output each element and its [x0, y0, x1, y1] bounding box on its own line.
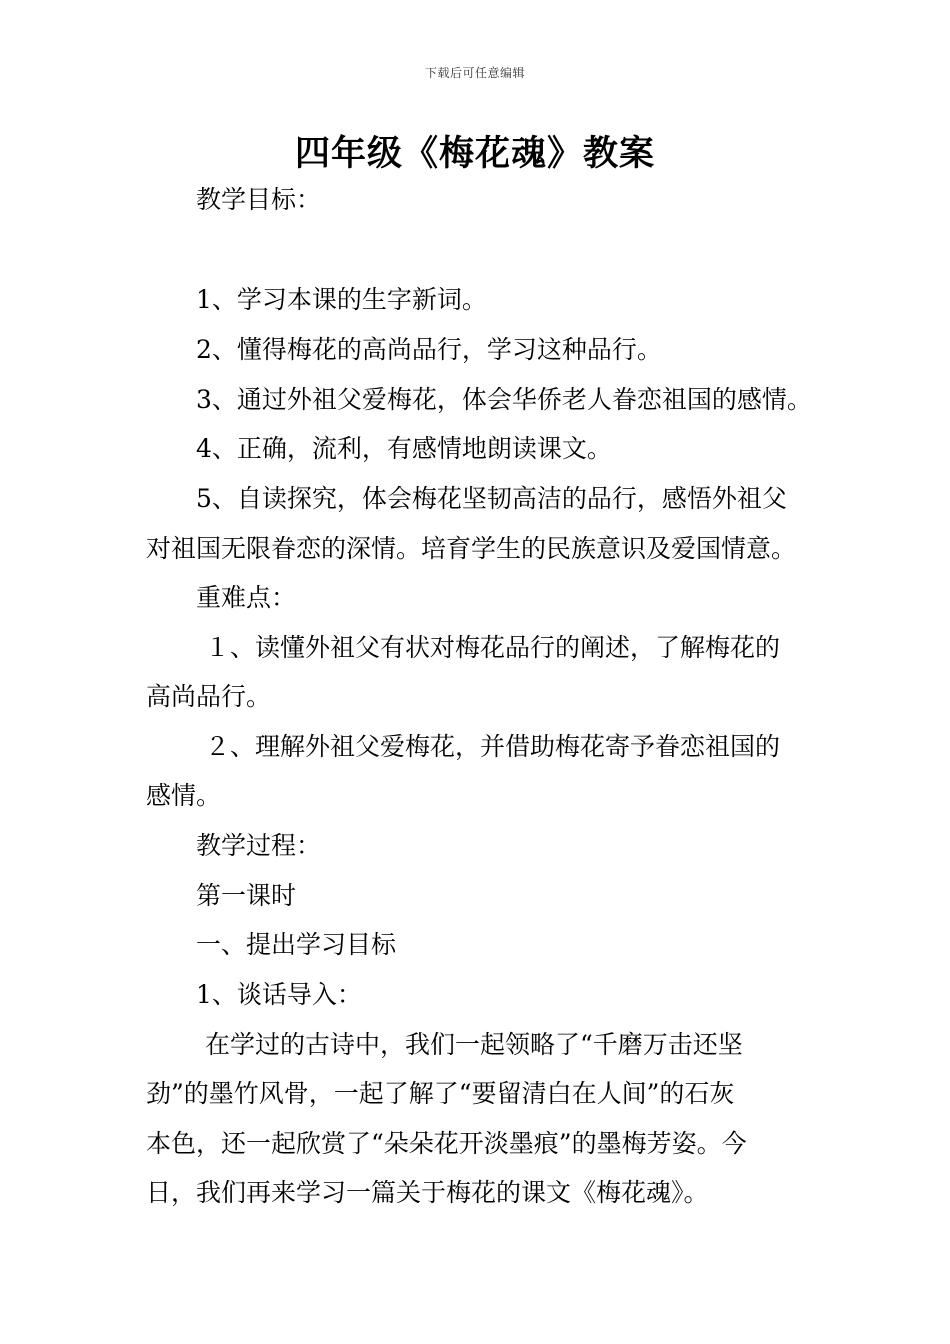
paragraph-line-4: 日，我们再来学习一篇关于梅花的课文《梅花魂》。 — [146, 1178, 709, 1207]
lesson-period-heading: 第一课时 — [196, 881, 297, 910]
objective-item-5-continued: 对祖国无限眷恋的深情。培育学生的民族意识及爱国情意。 — [146, 534, 797, 563]
key-point-item-1-continued: 高尚品行。 — [146, 682, 272, 711]
objective-item-2: 2、懂得梅花的高尚品行，学习这种品行。 — [196, 335, 662, 364]
key-point-item-2: ２、理解外祖父爱梅花，并借助梅花寄予眷恋祖国的 — [205, 732, 781, 761]
objective-item-5: 5、自读探究，体会梅花坚韧高洁的品行，感悟外祖父 — [196, 484, 787, 513]
objective-item-1: 1、学习本课的生字新词。 — [196, 285, 487, 314]
key-point-item-1: １、读懂外祖父有状对梅花品行的阐述，了解梅花的 — [205, 633, 781, 662]
paragraph-line-2: 劲”的墨竹风骨，一起了解了“要留清白在人间”的石灰 — [146, 1079, 735, 1108]
page-header-note: 下载后可任意编辑 — [424, 66, 525, 80]
paragraph-line-3: 本色，还一起欣赏了“朵朵花开淡墨痕”的墨梅芳姿。今 — [146, 1129, 747, 1158]
section-heading-process: 教学过程： — [196, 831, 322, 860]
sub-step-heading-1: 1、谈话导入： — [196, 980, 362, 1009]
section-heading-objectives: 教学目标： — [196, 185, 322, 214]
section-heading-key-points: 重难点： — [196, 583, 297, 612]
key-point-item-2-continued: 感情。 — [146, 781, 222, 810]
step-heading-1: 一、提出学习目标 — [196, 930, 397, 959]
objective-item-4: 4、正确，流利，有感情地朗读课文。 — [196, 434, 612, 463]
document-title: 四年级《梅花魂》教案 — [294, 134, 655, 174]
objective-item-3: 3、通过外祖父爱梅花，体会华侨老人眷恋祖国的感情。 — [196, 385, 812, 414]
paragraph-line-1: 在学过的古诗中，我们一起领略了“千磨万击还坚 — [205, 1030, 743, 1059]
